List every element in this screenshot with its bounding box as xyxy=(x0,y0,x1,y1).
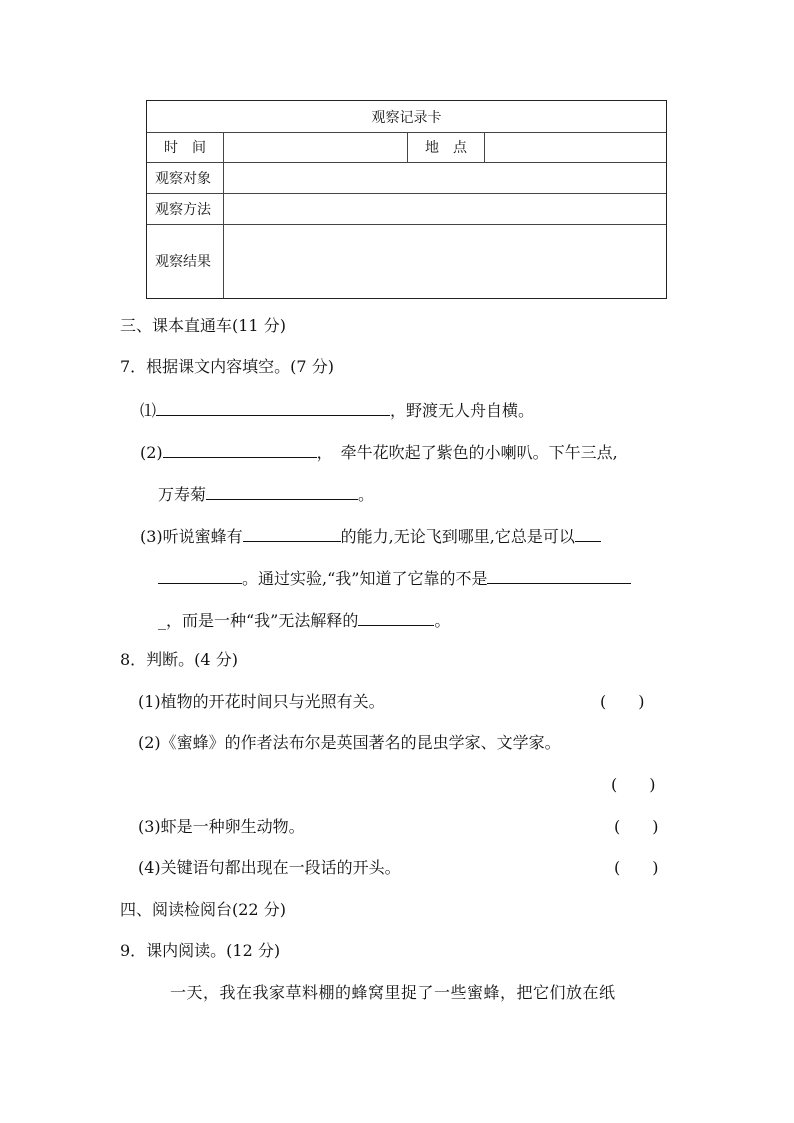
q8-item2: (2)《蜜蜂》的作者法布尔是英国著名的昆虫学家、文学家。 xyxy=(138,733,561,752)
q7-item3-blank3[interactable] xyxy=(487,567,631,584)
section4-heading: 四、阅读检阅台(22 分) xyxy=(120,900,286,919)
q7-item1-blank[interactable] xyxy=(156,399,390,416)
q7-item3-blank4[interactable] xyxy=(358,609,434,626)
place-value-cell[interactable] xyxy=(485,132,666,162)
q7-item2-blank1[interactable] xyxy=(163,441,317,458)
object-label: 观察对象 xyxy=(155,170,211,187)
q8-item4-answer[interactable]: ( ) xyxy=(614,858,659,877)
result-label: 观察结果 xyxy=(155,254,211,270)
q7-item3-mid: 的能力,无论飞到哪里,它总是可以 xyxy=(340,527,575,546)
q7-item3-blank2-start[interactable] xyxy=(575,525,601,542)
q7-item3-text: (3)听说蜜蜂有 xyxy=(140,527,243,546)
q8-item3-answer[interactable]: ( ) xyxy=(614,817,659,836)
observation-record-card xyxy=(146,100,667,299)
method-value-cell[interactable] xyxy=(224,193,666,224)
q8-item1: (1)植物的开花时间只与光照有关。 xyxy=(138,692,385,711)
q7-item3-line2 xyxy=(158,567,631,589)
q8-item4: (4)关键语句都出现在一段话的开头。 xyxy=(138,858,401,877)
q7-item3-blank1[interactable] xyxy=(243,525,341,542)
q7-item1-text: ，野渡无人舟自横。 xyxy=(390,401,535,420)
q7-item3 xyxy=(140,525,601,547)
q8-stem: 8．判断。(4 分) xyxy=(120,650,238,669)
q7-item1 xyxy=(140,399,534,421)
object-value-cell[interactable] xyxy=(224,162,666,193)
q8-item3: (3)虾是一种卵生动物。 xyxy=(138,817,305,836)
card-time-place-row xyxy=(147,132,666,163)
q7-item2-number: (2) xyxy=(140,443,163,462)
q7-item3-blank2-cont[interactable] xyxy=(158,567,242,584)
q7-item3-line3-end: 。 xyxy=(434,611,451,630)
q8-item1-answer[interactable]: ( ) xyxy=(600,692,645,711)
time-label: 时 间 xyxy=(164,140,206,156)
q7-item3-line2-text: 。通过实验,“我”知道了它靠的不是 xyxy=(242,569,488,588)
q7-item1-number: ⑴ xyxy=(140,401,157,420)
time-value-cell[interactable] xyxy=(224,132,407,162)
result-value-cell[interactable] xyxy=(224,224,666,298)
method-label: 观察方法 xyxy=(155,201,211,218)
card-method-row xyxy=(147,193,666,225)
card-title-row xyxy=(147,101,666,133)
q7-item2-text: ， 牵牛花吹起了紫色的小喇叭。下午三点, xyxy=(316,443,618,462)
card-object-row xyxy=(147,162,666,194)
section3-heading: 三、课本直通车(11 分) xyxy=(120,316,286,335)
card-result-row xyxy=(147,224,666,298)
q7-item2-line2-end: 。 xyxy=(358,485,375,504)
place-label: 地 点 xyxy=(425,140,467,156)
q8-item2-answer[interactable]: ( ) xyxy=(611,775,656,794)
q9-stem: 9．课内阅读。(12 分) xyxy=(120,941,281,960)
q7-item3-line3 xyxy=(158,609,450,631)
q9-passage-line1: 一天，我在我家草料棚的蜂窝里捉了一些蜜蜂，把它们放在纸 xyxy=(170,983,616,1002)
q7-item2-blank2[interactable] xyxy=(206,483,358,500)
card-title: 观察记录卡 xyxy=(371,109,442,126)
q7-item3-line3-text: _，而是一种“我”无法解释的 xyxy=(158,611,359,630)
q7-item2-line2-text: 万寿菊 xyxy=(158,485,207,504)
q7-item2 xyxy=(140,441,618,463)
q7-item2-line2 xyxy=(158,483,374,505)
q7-stem: 7．根据课文内容填空。(7 分) xyxy=(120,357,334,376)
